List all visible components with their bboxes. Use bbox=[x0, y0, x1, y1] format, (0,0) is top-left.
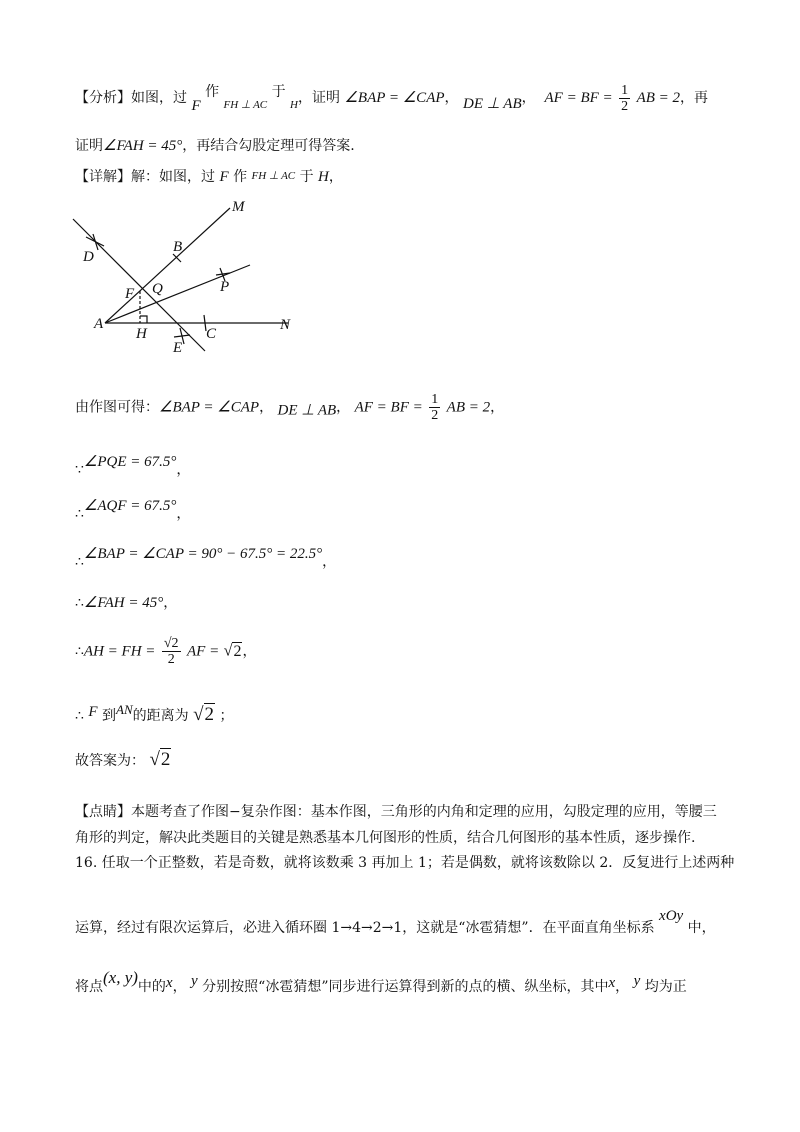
math-ab: AB = 2 bbox=[636, 90, 681, 106]
num: √2 bbox=[163, 636, 179, 651]
therefore-symbol: ∴ bbox=[75, 506, 84, 522]
right-angle-mark bbox=[140, 316, 147, 323]
label-P: P bbox=[220, 279, 230, 295]
math-F: F bbox=[88, 704, 98, 720]
therefore-symbol: ∴ bbox=[75, 554, 84, 570]
radicand: 2 bbox=[233, 642, 242, 660]
because-symbol: ∵ bbox=[75, 462, 84, 478]
problem16-line-1 bbox=[75, 853, 734, 873]
math-fah: ∠FAH = 45° bbox=[103, 138, 183, 154]
text: ， bbox=[176, 462, 191, 478]
text: ， bbox=[172, 979, 187, 995]
math-an: AN bbox=[116, 702, 133, 717]
math-point: (x, y) bbox=[103, 968, 138, 987]
math-pqe: ∠PQE = 67.5° bbox=[83, 454, 177, 470]
step-3 bbox=[75, 496, 190, 524]
comment-tag: 【点睛】 bbox=[75, 804, 131, 820]
math-angles: ∠BAP = ∠CAP bbox=[159, 399, 260, 416]
sqrt-2: √2 bbox=[193, 704, 215, 725]
text: 角形的判定，解决此类题目的关键是熟悉基本几何图形的性质，结合几何图形的基本性质，逐步操作. bbox=[75, 830, 696, 846]
step-5 bbox=[75, 593, 177, 613]
text: ， bbox=[521, 90, 536, 106]
label-C: C bbox=[206, 326, 217, 342]
text: ， bbox=[242, 643, 257, 660]
label-M: M bbox=[232, 199, 245, 215]
text: ， bbox=[444, 90, 459, 106]
therefore-symbol: ∴ bbox=[75, 708, 84, 724]
fraction-half bbox=[429, 392, 440, 423]
label-E: E bbox=[173, 340, 183, 356]
step-2 bbox=[75, 452, 190, 480]
math-perp: FH ⊥ AC bbox=[223, 99, 268, 111]
text: 将点 bbox=[75, 979, 103, 995]
comment-line-1 bbox=[75, 802, 717, 822]
label-D: D bbox=[83, 249, 94, 265]
label-A: A bbox=[94, 316, 104, 332]
ray-am bbox=[105, 208, 230, 323]
step-6 bbox=[75, 636, 256, 667]
math-af: AF = BF = bbox=[354, 399, 423, 416]
analysis-tag: 【分析】 bbox=[75, 90, 131, 106]
math-H: H bbox=[290, 99, 298, 111]
step-1 bbox=[75, 392, 504, 423]
text: 的距离为 bbox=[132, 708, 189, 724]
text: ， bbox=[322, 554, 337, 570]
text: 于 bbox=[299, 169, 314, 185]
text: ， bbox=[163, 595, 178, 611]
math-perp: FH ⊥ AC bbox=[251, 170, 296, 182]
label-N: N bbox=[280, 317, 291, 333]
text: ，再结合勾股定理可得答案. bbox=[182, 138, 355, 154]
text: 中， bbox=[687, 920, 716, 936]
text: ； bbox=[219, 708, 234, 724]
math-ab: AB = 2 bbox=[446, 399, 491, 416]
text: ，证明 bbox=[298, 90, 340, 106]
text: 运算，经过有限次运算后，必进入循环圈 1→4→2→1，这就是“冰雹猜想”．在平面直角坐标系 bbox=[75, 920, 655, 936]
text: 本题考查了作图−复杂作图：基本作图，三角形的内角和定理的应用，勾股定理的应用，等腰三 bbox=[131, 804, 717, 820]
math-af: AF = BF = bbox=[544, 90, 613, 106]
geometry-figure bbox=[70, 195, 310, 360]
detail-line bbox=[75, 166, 343, 187]
math-aqf: ∠AQF = 67.5° bbox=[83, 498, 177, 514]
text: 作 bbox=[205, 84, 220, 100]
arc-mark-b bbox=[173, 254, 181, 262]
analysis-line-1 bbox=[75, 82, 708, 116]
answer-label: 故答案为： bbox=[75, 753, 145, 769]
math-de: DE ⊥ AB bbox=[462, 96, 522, 112]
text: 如图，过 bbox=[131, 90, 187, 106]
label-Q: Q bbox=[152, 281, 163, 297]
comment-line-2 bbox=[75, 828, 695, 848]
text: 解：如图，过 bbox=[131, 169, 215, 185]
problem16-line-2 bbox=[75, 906, 716, 938]
text: 作 bbox=[233, 169, 248, 185]
math-af: AF = bbox=[187, 643, 220, 660]
math-y: y bbox=[191, 973, 198, 989]
problem16-line-3 bbox=[75, 968, 687, 997]
text: 分别按照“冰雹猜想”同步进行运算得到新的点的横、纵坐标，其中 bbox=[202, 979, 609, 995]
text: ， bbox=[615, 979, 630, 995]
therefore-symbol: ∴ bbox=[75, 643, 84, 660]
therefore-symbol: ∴ bbox=[75, 595, 84, 611]
math-de: DE ⊥ AB bbox=[277, 402, 337, 419]
math-x: x bbox=[165, 975, 173, 991]
den: 2 bbox=[167, 652, 175, 667]
text: 由作图可得： bbox=[75, 399, 159, 416]
text: ，再 bbox=[680, 90, 709, 106]
text: ， bbox=[490, 399, 505, 416]
math-x: x bbox=[608, 975, 616, 991]
fraction-half bbox=[619, 83, 630, 114]
math-F: F bbox=[191, 98, 201, 114]
math-F: F bbox=[219, 169, 229, 185]
den: 2 bbox=[621, 98, 629, 114]
fraction-root2-over-2 bbox=[162, 636, 181, 667]
math-fah: ∠FAH = 45° bbox=[83, 595, 164, 611]
text: ， bbox=[259, 399, 274, 416]
text: 均为正 bbox=[644, 979, 687, 995]
analysis-line-2 bbox=[75, 136, 355, 156]
text: ， bbox=[336, 399, 351, 416]
math-y: y bbox=[633, 973, 641, 989]
answer-line bbox=[75, 750, 171, 771]
step-7 bbox=[75, 700, 233, 726]
sqrt-2: √2 bbox=[223, 642, 242, 660]
text: 到 bbox=[102, 708, 116, 724]
detail-tag: 【详解】 bbox=[75, 169, 131, 185]
math-angles: ∠BAP = ∠CAP bbox=[344, 90, 445, 106]
num: 1 bbox=[431, 392, 439, 407]
label-F: F bbox=[125, 286, 135, 302]
math-bap: ∠BAP = ∠CAP = 90° − 67.5° = 22.5° bbox=[83, 546, 323, 562]
label-H: H bbox=[136, 326, 147, 342]
text: 证明 bbox=[75, 138, 103, 154]
text: ， bbox=[176, 506, 191, 522]
den: 2 bbox=[431, 408, 439, 423]
text: 中的 bbox=[137, 979, 166, 995]
num: 1 bbox=[621, 82, 629, 98]
text: 于 bbox=[271, 84, 286, 100]
text: 16. 任取一个正整数，若是奇数，就将该数乘 3 再加上 1；若是偶数，就将该数除以 2．反复进行上述两种 bbox=[75, 855, 735, 871]
math-xoy: xOy bbox=[659, 908, 684, 924]
text: ， bbox=[328, 169, 343, 185]
radicand: 2 bbox=[204, 704, 215, 725]
radicand: 2 bbox=[160, 749, 171, 770]
label-B: B bbox=[173, 239, 183, 255]
step-4 bbox=[75, 544, 336, 572]
math-ah: AH = FH = bbox=[83, 643, 156, 660]
math-H: H bbox=[318, 169, 329, 185]
answer-sqrt: √2 bbox=[149, 749, 171, 770]
